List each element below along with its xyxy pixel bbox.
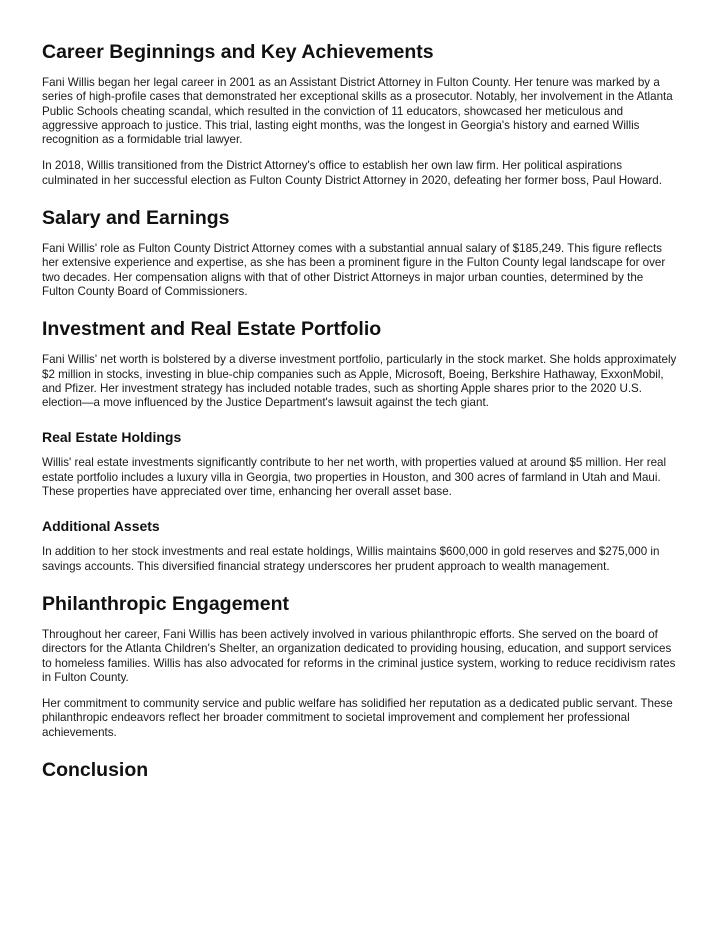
subheading-real-estate: Real Estate Holdings [42, 429, 182, 446]
heading-conclusion: Conclusion [42, 759, 149, 782]
subsection-additional-assets [42, 517, 678, 574]
paragraph-investment-1: Fani Willis' net worth is bolstered by a diverse investment portfolio, particularly in the stock market. She holds approximately $2 million in stocks, investing in blue-chip companies such as Apple, Microsoft, Boeing, Berkshire Hathaway, ExxonMobil, and Pfizer. Her investment strategy has included notable trades, such as shorting Apple shares prior to the 2020 U.S. election—a move influenced by the Justice Department's lawsuit against the tech giant. [42, 353, 677, 410]
paragraph-philanthropy-1: Throughout her career, Fani Willis has been actively involved in various philanthropic efforts. She served on the board of directors for the Atlanta Children's Shelter, an organization dedicated to providing housing, education, and support services to homeless families. Willis has also advocated for reforms in the criminal justice system, working to reduce recidivism rates in Fulton County. [42, 627, 676, 684]
section-philanthropy [42, 592, 678, 740]
heading-salary: Salary and Earnings [42, 207, 230, 230]
section-investment [42, 317, 678, 574]
section-salary [42, 206, 678, 299]
paragraph-career-2: In 2018, Willis transitioned from the District Attorney's office to establish her own law firm. Her political aspirations culminated in her successful election as Fulton County District Attorney in 2020, defeating her former boss, Paul Howard. [42, 159, 662, 187]
paragraph-real-estate: Willis' real estate investments significantly contribute to her net worth, with properties valued at around $5 million. Her real estate portfolio includes a luxury villa in Georgia, two properties in Houston, and 300 acres of farmland in Utah and Maui. These properties have appreciated over time, enhancing her overall asset base. [42, 456, 667, 499]
paragraph-salary-1: Fani Willis' role as Fulton County District Attorney comes with a substantial annual salary of $185,249. This figure reflects her extensive experience and expertise, as she has been a prominent figure in the Fulton County legal landscape for over two decades. Her compensation aligns with that of other District Attorneys in major urban counties, determined by the Fulton County Board of Commissioners. [42, 242, 666, 298]
paragraph-philanthropy-2: Her commitment to community service and public welfare has solidified her reputation as a dedicated public servant. These philanthropic endeavors reflect her broader commitment to societal improvement and complement her professional achievements. [42, 697, 673, 739]
heading-career: Career Beginnings and Key Achievements [42, 41, 434, 63]
section-career [42, 40, 678, 188]
paragraph-additional-assets: In addition to her stock investments and real estate holdings, Willis maintains $600,000 in gold reserves and $275,000 in savings accounts. This diversified financial strategy underscores her prudent approach to wealth management. [42, 545, 660, 573]
paragraph-career-1: Fani Willis began her legal career in 2001 as an Assistant District Attorney in Fulton County. Her tenure was marked by a series of high-profile cases that demonstrated her exceptional skills as a prosecutor. Notably, her involvement in the Atlanta Public Schools cheating scandal, which resulted in the conviction of 11 educators, showcased her meticulous and aggressive approach to justice. This trial, lasting eight months, was the longest in Georgia's history and earned Willis recognition as a formidable trial lawyer. [42, 76, 673, 147]
section-conclusion [42, 758, 678, 782]
subsection-real-estate [42, 428, 678, 499]
subheading-additional-assets: Additional Assets [42, 518, 160, 535]
heading-philanthropy: Philanthropic Engagement [42, 592, 290, 615]
heading-investment: Investment and Real Estate Portfolio [42, 318, 382, 341]
